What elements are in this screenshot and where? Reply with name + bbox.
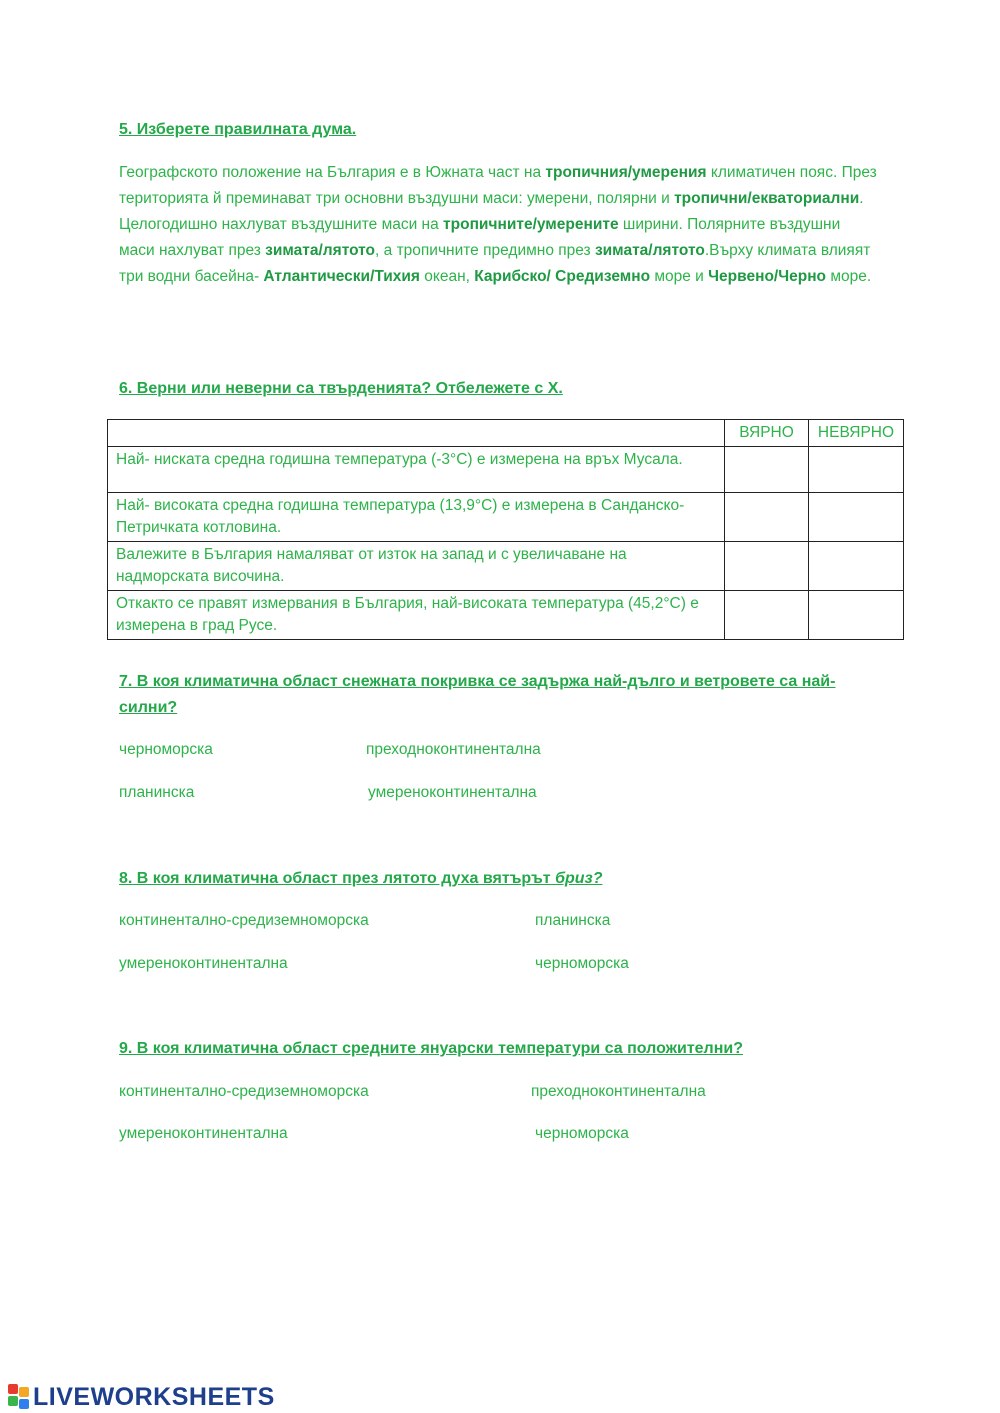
- table-row: [108, 447, 904, 493]
- choice-5[interactable]: зимата/лятото: [594, 242, 705, 259]
- q8-option[interactable]: континентално-средиземноморска: [119, 912, 369, 929]
- q9-option[interactable]: континентално-средиземноморска: [119, 1083, 369, 1100]
- choice-2[interactable]: тропични/екваториални: [674, 190, 860, 207]
- q8-option[interactable]: планинска: [535, 912, 611, 929]
- choice-7[interactable]: Карибско/ Средиземно: [474, 268, 651, 285]
- true-checkbox-cell[interactable]: [725, 591, 809, 640]
- statement-cell: Най- ниската средна годишна температура (-3°С) е измерена на връх Мусала.: [108, 447, 725, 493]
- choice-3[interactable]: тропичните/умерените: [443, 216, 619, 233]
- choice-1[interactable]: тропичния/умерения: [545, 164, 707, 181]
- q8-title: 8. В коя климатична област през лятото духа вятърът бриз?: [119, 870, 603, 887]
- q9-option[interactable]: преходноконтинентална: [531, 1083, 706, 1100]
- statement-cell: Откакто се правят измервания в България, най-високата температура (45,2°С) е измерена в град Русе.: [108, 591, 725, 640]
- q7-title-line2: силни?: [119, 699, 178, 716]
- q8-option[interactable]: умереноконтинентална: [119, 955, 288, 972]
- true-false-table: [107, 419, 904, 640]
- q7-option[interactable]: планинска: [119, 784, 195, 801]
- q7-title-line1: 7. В коя климатична област снежната покривка се задържа най-дълго и ветровете са най-: [119, 673, 836, 690]
- true-checkbox-cell[interactable]: [725, 542, 809, 591]
- table-header-row: [108, 420, 904, 447]
- q5-paragraph: Географското положение на България е в Южната част на тропичния/умерения климатичен пояс. През територията й преминават три основни въздушни маси: умерени, полярни и тропични/екваториални. Целогодишно нахлуват въздушните маси на тропичните/умерените ширини. Полярните въздушни маси нахлуват през зимата/лятото, а тропичните предимно през зимата/лятото.Върху климата влияят три водни басейна- Атлантически/Тихия океан, Карибско/ Средиземно море и Червено/Черно море.: [119, 164, 877, 285]
- table-row: [108, 591, 904, 640]
- false-checkbox-cell[interactable]: [809, 542, 904, 591]
- liveworksheets-logo: [8, 1381, 275, 1413]
- false-checkbox-cell[interactable]: [809, 591, 904, 640]
- logo-blocks-icon: [8, 1384, 30, 1410]
- choice-6[interactable]: Атлантически/Тихия: [263, 268, 420, 285]
- empty-header-cell: [108, 420, 725, 447]
- table-row: [108, 542, 904, 591]
- true-checkbox-cell[interactable]: [725, 493, 809, 542]
- q9-title: 9. В коя климатична област средните януарски температури са положителни?: [119, 1040, 743, 1057]
- false-checkbox-cell[interactable]: [809, 447, 904, 493]
- q8-option[interactable]: черноморска: [535, 955, 629, 972]
- statement-cell: Валежите в България намаляват от изток на запад и с увеличаване на надморската височина.: [108, 542, 725, 591]
- q7-option[interactable]: умереноконтинентална: [368, 784, 537, 801]
- q5-title: 5. Изберете правилната дума.: [119, 121, 357, 138]
- q7-option[interactable]: преходноконтинентална: [366, 741, 541, 758]
- true-checkbox-cell[interactable]: [725, 447, 809, 493]
- choice-8[interactable]: Червено/Черно: [708, 268, 827, 285]
- col-false-header: НЕВЯРНО: [809, 420, 904, 447]
- q9-option[interactable]: черноморска: [535, 1125, 629, 1142]
- q7-option[interactable]: черноморска: [119, 741, 213, 758]
- logo-text: LIVEWORKSHEETS: [33, 1382, 275, 1411]
- q9-option[interactable]: умереноконтинентална: [119, 1125, 288, 1142]
- false-checkbox-cell[interactable]: [809, 493, 904, 542]
- col-true-header: ВЯРНО: [725, 420, 809, 447]
- q6-title: 6. Верни или неверни са твърденията? Отбележете с Х.: [119, 380, 563, 397]
- statement-cell: Най- високата средна годишна температура (13,9°С) е измерена в Санданско-Петричката котловина.: [108, 493, 725, 542]
- table-row: [108, 493, 904, 542]
- choice-4[interactable]: зимата/лятото: [265, 242, 376, 259]
